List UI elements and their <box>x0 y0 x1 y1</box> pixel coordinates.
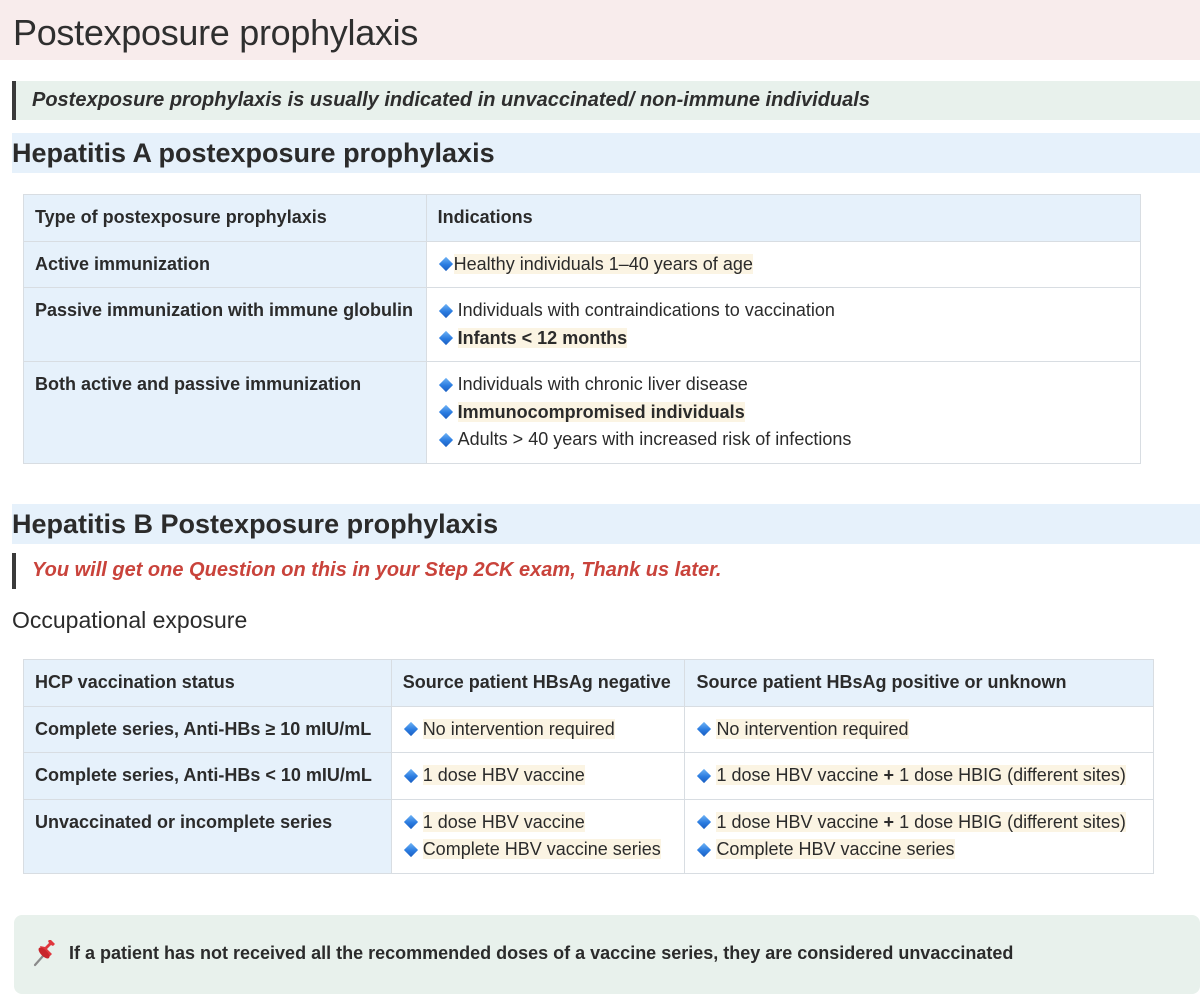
list-item: No intervention required <box>403 716 674 744</box>
blue-diamond-icon <box>439 405 453 419</box>
blue-diamond-icon <box>697 815 711 829</box>
note-text: If a patient has not received all the recommended doses of a vaccine series, they are considered unvaccinated <box>69 943 1014 963</box>
indications-cell <box>426 362 1140 464</box>
blue-diamond-icon <box>439 378 453 392</box>
hbsag-positive-cell <box>685 753 1154 800</box>
page-title: Postexposure prophylaxis <box>13 12 419 53</box>
list-item: Complete HBV vaccine series <box>403 836 674 864</box>
exam-alert <box>12 553 812 589</box>
row-type: Active immunization <box>24 241 427 288</box>
blue-diamond-icon <box>404 722 418 736</box>
table-row <box>24 288 1141 362</box>
hbsag-negative-cell <box>391 799 685 873</box>
hepatitis-b-heading: Hepatitis B Postexposure prophylaxis <box>12 509 499 539</box>
hbsag-positive-cell <box>685 799 1154 873</box>
indications-cell <box>426 241 1140 288</box>
table-row <box>24 753 1154 800</box>
intro-callout-text: Postexposure prophylaxis is usually indicated in unvaccinated/ non-immune individuals <box>32 89 870 111</box>
column-header: Source patient HBsAg negative <box>391 660 685 707</box>
list-item: Individuals with chronic liver disease <box>438 371 1129 399</box>
column-header: HCP vaccination status <box>24 660 392 707</box>
table-header-row <box>24 195 1141 242</box>
title-bar <box>0 0 1200 60</box>
blue-diamond-icon <box>697 843 711 857</box>
blue-diamond-icon <box>439 304 453 318</box>
row-type: Both active and passive immunization <box>24 362 427 464</box>
table-header-row <box>24 660 1154 707</box>
hepatitis-b-heading-bar <box>12 504 1200 544</box>
table-row <box>24 799 1154 873</box>
list-item: 1 dose HBV vaccine + 1 dose HBIG (different sites) <box>696 809 1142 837</box>
indications-cell <box>426 288 1140 362</box>
list-item: Infants < 12 months <box>438 325 1129 353</box>
vaccination-status: Unvaccinated or incomplete series <box>24 799 392 873</box>
hbsag-negative-cell <box>391 706 685 753</box>
blue-diamond-icon <box>697 769 711 783</box>
note-callout <box>14 915 1200 994</box>
hepatitis-a-heading-bar <box>12 133 1200 173</box>
occupational-exposure-heading: Occupational exposure <box>12 607 248 633</box>
blue-diamond-icon <box>404 815 418 829</box>
intro-callout <box>12 81 1200 120</box>
table-row <box>24 241 1141 288</box>
vaccination-status: Complete series, Anti-HBs ≥ 10 mIU/mL <box>24 706 392 753</box>
column-header: Indications <box>426 195 1140 242</box>
list-item: 1 dose HBV vaccine <box>403 809 674 837</box>
blue-diamond-icon <box>697 722 711 736</box>
hbsag-positive-cell <box>685 706 1154 753</box>
list-item: 1 dose HBV vaccine + 1 dose HBIG (different sites) <box>696 762 1142 790</box>
table-row <box>24 362 1141 464</box>
list-item: Healthy individuals 1–40 years of age <box>438 251 1129 279</box>
row-type: Passive immunization with immune globulin <box>24 288 427 362</box>
exam-alert-text: You will get one Question on this in your Step 2CK exam, Thank us later. <box>32 559 722 581</box>
hepatitis-a-table <box>23 194 1141 464</box>
blue-diamond-icon <box>439 331 453 345</box>
column-header: Type of postexposure prophylaxis <box>24 195 427 242</box>
blue-diamond-icon <box>404 769 418 783</box>
list-item: Immunocompromised individuals <box>438 399 1129 427</box>
blue-diamond-icon <box>439 257 453 271</box>
list-item: 1 dose HBV vaccine <box>403 762 674 790</box>
vaccination-status: Complete series, Anti-HBs < 10 mIU/mL <box>24 753 392 800</box>
column-header: Source patient HBsAg positive or unknown <box>685 660 1154 707</box>
list-item: Individuals with contraindications to vaccination <box>438 297 1129 325</box>
table-row <box>24 706 1154 753</box>
blue-diamond-icon <box>404 843 418 857</box>
list-item: No intervention required <box>696 716 1142 744</box>
hepatitis-a-heading: Hepatitis A postexposure prophylaxis <box>12 138 495 168</box>
pushpin-icon <box>32 940 58 968</box>
blue-diamond-icon <box>439 433 453 447</box>
list-item: Complete HBV vaccine series <box>696 836 1142 864</box>
hbsag-negative-cell <box>391 753 685 800</box>
hepatitis-b-table <box>23 659 1154 874</box>
list-item: Adults > 40 years with increased risk of infections <box>438 426 1129 454</box>
